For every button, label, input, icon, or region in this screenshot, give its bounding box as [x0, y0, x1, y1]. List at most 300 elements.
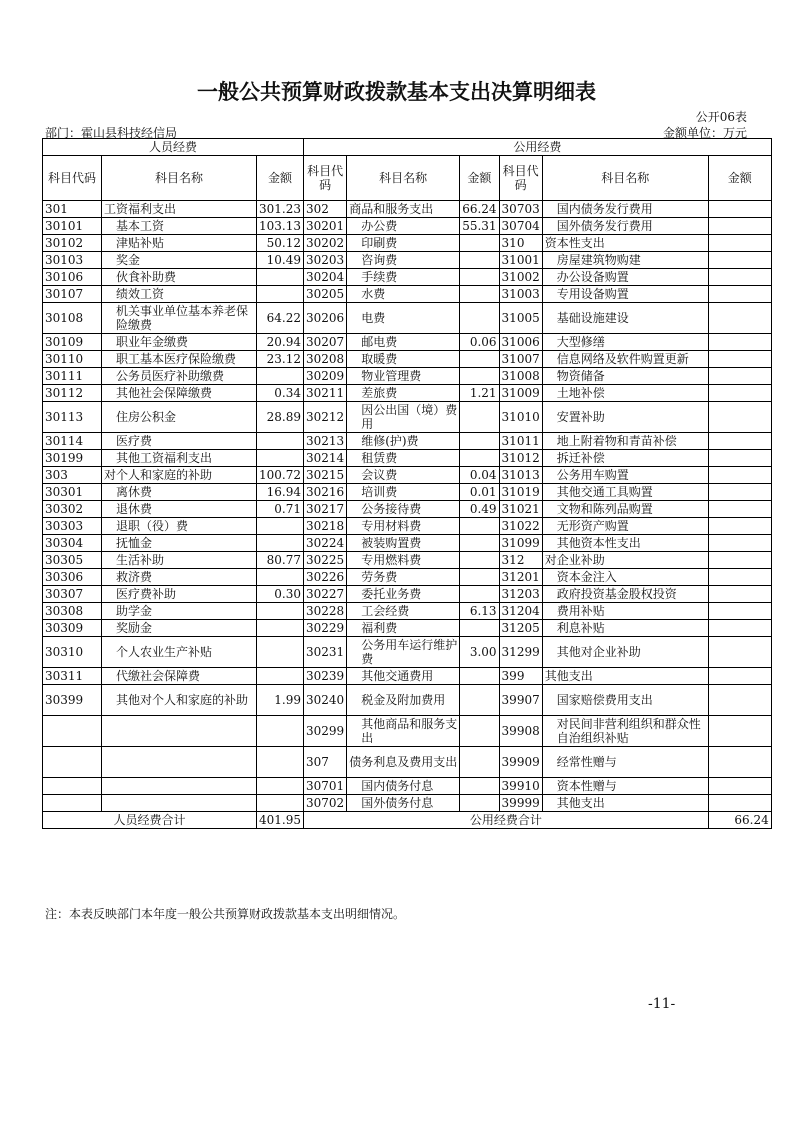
amount-cell	[708, 569, 771, 586]
table-row	[43, 467, 772, 484]
name-cell: 奖金	[102, 252, 257, 269]
amount-cell: 23.12	[257, 351, 304, 368]
code-cell: 30309	[43, 620, 102, 637]
code-cell: 30101	[43, 218, 102, 235]
amount-cell	[708, 286, 771, 303]
code-cell: 30204	[304, 269, 347, 286]
name-cell: 对企业补助	[542, 552, 708, 569]
amount-cell	[708, 201, 771, 218]
code-cell: 30103	[43, 252, 102, 269]
name-cell	[102, 795, 257, 812]
code-cell: 39910	[499, 778, 542, 795]
name-cell: 个人农业生产补贴	[102, 637, 257, 668]
code-cell: 30217	[304, 501, 347, 518]
amount-cell	[708, 351, 771, 368]
col-header-amount: 金额	[257, 156, 304, 201]
col-header-code: 科目代码	[43, 156, 102, 201]
amount-cell	[257, 269, 304, 286]
amount-cell	[708, 467, 771, 484]
amount-cell	[708, 795, 771, 812]
code-cell: 30208	[304, 351, 347, 368]
name-cell: 助学金	[102, 603, 257, 620]
name-cell: 公务员医疗补助缴费	[102, 368, 257, 385]
amount-cell	[708, 637, 771, 668]
amount-cell: 80.77	[257, 552, 304, 569]
public-group-header: 公用经费	[304, 139, 772, 156]
amount-cell: 0.06	[460, 334, 499, 351]
code-cell: 31005	[499, 303, 542, 334]
code-cell: 30213	[304, 433, 347, 450]
name-cell: 地上附着物和青苗补偿	[542, 433, 708, 450]
code-cell: 399	[499, 668, 542, 685]
name-cell: 离休费	[102, 484, 257, 501]
name-cell: 奖励金	[102, 620, 257, 637]
col-header-amount: 金额	[708, 156, 771, 201]
table-row	[43, 303, 772, 334]
name-cell: 生活补助	[102, 552, 257, 569]
name-cell: 国内债务付息	[347, 778, 460, 795]
name-cell: 政府投资基金股权投资	[542, 586, 708, 603]
name-cell: 国外债务发行费用	[542, 218, 708, 235]
code-cell: 30207	[304, 334, 347, 351]
amount-cell	[708, 484, 771, 501]
department-label: 部门：霍山县科技经信局	[45, 126, 178, 140]
amount-cell: 3.00	[460, 637, 499, 668]
code-cell: 30212	[304, 402, 347, 433]
code-cell: 30215	[304, 467, 347, 484]
name-cell: 公务用车运行维护费	[347, 637, 460, 668]
table-row	[43, 668, 772, 685]
code-cell: 30227	[304, 586, 347, 603]
name-cell: 物业管理费	[347, 368, 460, 385]
amount-cell: 64.22	[257, 303, 304, 334]
amount-cell	[460, 778, 499, 795]
code-cell: 31203	[499, 586, 542, 603]
code-cell: 30303	[43, 518, 102, 535]
table-row	[43, 620, 772, 637]
code-cell: 30224	[304, 535, 347, 552]
col-header-code: 科目代码	[304, 156, 347, 201]
code-cell: 30214	[304, 450, 347, 467]
amount-cell	[460, 552, 499, 569]
code-cell: 31010	[499, 402, 542, 433]
code-cell: 30203	[304, 252, 347, 269]
code-cell: 30202	[304, 235, 347, 252]
code-cell: 30308	[43, 603, 102, 620]
amount-cell: 0.49	[460, 501, 499, 518]
amount-cell	[257, 368, 304, 385]
code-cell: 30702	[304, 795, 347, 812]
name-cell	[102, 778, 257, 795]
name-cell: 国家赔偿费用支出	[542, 685, 708, 716]
name-cell: 工资福利支出	[102, 201, 257, 218]
amount-cell: 0.30	[257, 586, 304, 603]
amount-cell	[708, 586, 771, 603]
code-cell: 31006	[499, 334, 542, 351]
amount-cell	[257, 778, 304, 795]
name-cell: 住房公积金	[102, 402, 257, 433]
code-cell: 30703	[499, 201, 542, 218]
amount-cell	[460, 368, 499, 385]
code-cell: 30310	[43, 637, 102, 668]
amount-cell	[460, 747, 499, 778]
amount-cell	[460, 795, 499, 812]
code-cell: 30102	[43, 235, 102, 252]
code-cell: 30399	[43, 685, 102, 716]
table-row	[43, 747, 772, 778]
amount-cell	[708, 334, 771, 351]
name-cell: 差旅费	[347, 385, 460, 402]
name-cell: 手续费	[347, 269, 460, 286]
amount-cell	[460, 252, 499, 269]
amount-cell	[257, 795, 304, 812]
name-cell: 退休费	[102, 501, 257, 518]
amount-cell	[460, 269, 499, 286]
amount-cell	[708, 552, 771, 569]
table-row	[43, 402, 772, 433]
table-row	[43, 603, 772, 620]
code-cell: 31008	[499, 368, 542, 385]
name-cell: 福利费	[347, 620, 460, 637]
amount-cell	[708, 535, 771, 552]
name-cell: 代缴社会保障费	[102, 668, 257, 685]
table-row	[43, 351, 772, 368]
code-cell: 31003	[499, 286, 542, 303]
table-row	[43, 218, 772, 235]
table-row	[43, 778, 772, 795]
table-row	[43, 716, 772, 747]
amount-cell: 0.71	[257, 501, 304, 518]
code-cell: 30299	[304, 716, 347, 747]
amount-cell	[257, 747, 304, 778]
amount-cell	[460, 569, 499, 586]
expenditure-table	[42, 138, 772, 829]
amount-cell	[460, 286, 499, 303]
code-cell: 30225	[304, 552, 347, 569]
code-cell: 30240	[304, 685, 347, 716]
amount-cell	[257, 637, 304, 668]
table-row	[43, 450, 772, 467]
name-cell: 其他工资福利支出	[102, 450, 257, 467]
table-row	[43, 385, 772, 402]
name-cell: 公务接待费	[347, 501, 460, 518]
name-cell: 资本性支出	[542, 235, 708, 252]
code-cell: 301	[43, 201, 102, 218]
name-cell: 其他商品和服务支出	[347, 716, 460, 747]
code-cell: 31021	[499, 501, 542, 518]
amount-cell	[708, 303, 771, 334]
amount-cell	[460, 433, 499, 450]
amount-cell: 20.94	[257, 334, 304, 351]
name-cell: 被装购置费	[347, 535, 460, 552]
amount-cell	[460, 685, 499, 716]
amount-cell: 28.89	[257, 402, 304, 433]
code-cell: 30704	[499, 218, 542, 235]
name-cell: 大型修缮	[542, 334, 708, 351]
table-row	[43, 685, 772, 716]
amount-cell	[460, 518, 499, 535]
name-cell: 国外债务付息	[347, 795, 460, 812]
amount-cell	[708, 668, 771, 685]
code-cell: 30110	[43, 351, 102, 368]
name-cell: 其他交通费用	[347, 668, 460, 685]
col-header-name: 科目名称	[542, 156, 708, 201]
amount-cell	[460, 535, 499, 552]
name-cell: 安置补助	[542, 402, 708, 433]
name-cell: 邮电费	[347, 334, 460, 351]
code-cell: 30301	[43, 484, 102, 501]
name-cell: 债务利息及费用支出	[347, 747, 460, 778]
amount-cell	[257, 668, 304, 685]
code-cell: 31205	[499, 620, 542, 637]
name-cell: 培训费	[347, 484, 460, 501]
code-cell: 31299	[499, 637, 542, 668]
code-cell: 30201	[304, 218, 347, 235]
name-cell: 土地补偿	[542, 385, 708, 402]
col-header-name: 科目名称	[102, 156, 257, 201]
name-cell: 职业年金缴费	[102, 334, 257, 351]
code-cell: 30216	[304, 484, 347, 501]
page-number: -11-	[648, 996, 676, 1012]
code-cell: 30701	[304, 778, 347, 795]
code-cell: 30218	[304, 518, 347, 535]
personnel-total-value: 401.95	[257, 812, 304, 829]
public-total-label: 公用经费合计	[304, 812, 709, 829]
code-cell: 30211	[304, 385, 347, 402]
name-cell	[102, 747, 257, 778]
code-cell: 30239	[304, 668, 347, 685]
name-cell: 利息补贴	[542, 620, 708, 637]
name-cell: 其他社会保障缴费	[102, 385, 257, 402]
table-row	[43, 484, 772, 501]
name-cell: 绩效工资	[102, 286, 257, 303]
name-cell: 其他支出	[542, 795, 708, 812]
amount-cell	[257, 450, 304, 467]
name-cell: 对民间非营利组织和群众性自治组织补贴	[542, 716, 708, 747]
amount-cell: 10.49	[257, 252, 304, 269]
amount-cell: 0.01	[460, 484, 499, 501]
table-row	[43, 569, 772, 586]
code-cell: 30199	[43, 450, 102, 467]
code-cell: 310	[499, 235, 542, 252]
amount-cell	[708, 368, 771, 385]
amount-cell: 16.94	[257, 484, 304, 501]
table-row	[43, 286, 772, 303]
amount-cell	[708, 716, 771, 747]
name-cell: 抚恤金	[102, 535, 257, 552]
amount-cell	[460, 716, 499, 747]
name-cell: 其他对个人和家庭的补助	[102, 685, 257, 716]
amount-cell: 6.13	[460, 603, 499, 620]
code-cell: 30113	[43, 402, 102, 433]
code-cell: 30228	[304, 603, 347, 620]
table-row	[43, 252, 772, 269]
name-cell: 职工基本医疗保险缴费	[102, 351, 257, 368]
amount-cell	[460, 402, 499, 433]
name-cell: 基本工资	[102, 218, 257, 235]
table-row	[43, 501, 772, 518]
code-cell: 31009	[499, 385, 542, 402]
amount-cell	[708, 778, 771, 795]
code-cell: 30209	[304, 368, 347, 385]
name-cell: 劳务费	[347, 569, 460, 586]
table-row	[43, 433, 772, 450]
code-cell: 31201	[499, 569, 542, 586]
name-cell: 物资储备	[542, 368, 708, 385]
amount-cell	[257, 286, 304, 303]
amount-cell: 50.12	[257, 235, 304, 252]
name-cell: 电费	[347, 303, 460, 334]
code-cell: 312	[499, 552, 542, 569]
amount-cell	[257, 620, 304, 637]
name-cell: 资本性赠与	[542, 778, 708, 795]
code-cell: 30106	[43, 269, 102, 286]
name-cell: 办公设备购置	[542, 269, 708, 286]
code-cell: 30205	[304, 286, 347, 303]
public-total-value: 66.24	[708, 812, 771, 829]
amount-cell: 103.13	[257, 218, 304, 235]
name-cell: 文物和陈列品购置	[542, 501, 708, 518]
personnel-group-header: 人员经费	[43, 139, 304, 156]
code-cell: 31022	[499, 518, 542, 535]
amount-cell	[708, 385, 771, 402]
amount-cell	[460, 620, 499, 637]
code-cell: 30107	[43, 286, 102, 303]
code-cell: 30229	[304, 620, 347, 637]
name-cell: 基础设施建设	[542, 303, 708, 334]
code-cell: 30305	[43, 552, 102, 569]
code-cell: 30108	[43, 303, 102, 334]
name-cell: 救济费	[102, 569, 257, 586]
name-cell: 维修(护)费	[347, 433, 460, 450]
amount-cell	[708, 747, 771, 778]
page-title: 一般公共预算财政拨款基本支出决算明细表	[197, 80, 596, 104]
amount-cell	[708, 450, 771, 467]
amount-cell	[460, 668, 499, 685]
amount-cell: 100.72	[257, 467, 304, 484]
code-cell: 39907	[499, 685, 542, 716]
code-cell: 30302	[43, 501, 102, 518]
amount-cell	[708, 603, 771, 620]
name-cell: 水费	[347, 286, 460, 303]
code-cell: 31012	[499, 450, 542, 467]
unit-label: 金额单位：万元	[662, 126, 747, 140]
amount-cell: 301.23	[257, 201, 304, 218]
table-row	[43, 235, 772, 252]
amount-cell	[708, 269, 771, 286]
personnel-total-label: 人员经费合计	[43, 812, 257, 829]
name-cell: 因公出国（境）费用	[347, 402, 460, 433]
name-cell: 委托业务费	[347, 586, 460, 603]
name-cell: 专用材料费	[347, 518, 460, 535]
name-cell: 会议费	[347, 467, 460, 484]
amount-cell	[257, 603, 304, 620]
col-header-code: 科目代码	[499, 156, 542, 201]
name-cell: 其他对企业补助	[542, 637, 708, 668]
amount-cell: 0.04	[460, 467, 499, 484]
name-cell: 办公费	[347, 218, 460, 235]
name-cell: 商品和服务支出	[347, 201, 460, 218]
code-cell: 39908	[499, 716, 542, 747]
code-cell: 39909	[499, 747, 542, 778]
amount-cell	[708, 433, 771, 450]
name-cell: 咨询费	[347, 252, 460, 269]
name-cell: 无形资产购置	[542, 518, 708, 535]
table-row	[43, 637, 772, 668]
name-cell: 取暖费	[347, 351, 460, 368]
code-cell: 31011	[499, 433, 542, 450]
code-cell: 307	[304, 747, 347, 778]
amount-cell	[708, 252, 771, 269]
col-header-name: 科目名称	[347, 156, 460, 201]
table-row	[43, 586, 772, 603]
code-cell: 30307	[43, 586, 102, 603]
code-cell: 30226	[304, 569, 347, 586]
amount-cell	[708, 235, 771, 252]
name-cell: 医疗费补助	[102, 586, 257, 603]
name-cell: 税金及附加费用	[347, 685, 460, 716]
footnote: 注：本表反映部门本年度一般公共预算财政拨款基本支出明细情况。	[45, 907, 406, 921]
name-cell: 其他资本性支出	[542, 535, 708, 552]
name-cell	[102, 716, 257, 747]
code-cell: 30306	[43, 569, 102, 586]
code-cell: 303	[43, 467, 102, 484]
code-cell: 31007	[499, 351, 542, 368]
amount-cell: 1.99	[257, 685, 304, 716]
name-cell: 伙食补助费	[102, 269, 257, 286]
name-cell: 其他支出	[542, 668, 708, 685]
name-cell: 医疗费	[102, 433, 257, 450]
code-cell: 30206	[304, 303, 347, 334]
code-cell: 31099	[499, 535, 542, 552]
amount-cell: 66.24	[460, 201, 499, 218]
amount-cell	[460, 450, 499, 467]
table-row	[43, 552, 772, 569]
amount-cell	[257, 569, 304, 586]
amount-cell	[708, 620, 771, 637]
amount-cell	[257, 716, 304, 747]
name-cell: 机关事业单位基本养老保险缴费	[102, 303, 257, 334]
amount-cell	[708, 501, 771, 518]
amount-cell: 1.21	[460, 385, 499, 402]
name-cell: 专用燃料费	[347, 552, 460, 569]
table-row	[43, 518, 772, 535]
code-cell: 30114	[43, 433, 102, 450]
code-cell: 30231	[304, 637, 347, 668]
table-row	[43, 269, 772, 286]
table-number: 公开06表	[695, 110, 747, 124]
table-row	[43, 795, 772, 812]
name-cell: 其他交通工具购置	[542, 484, 708, 501]
amount-cell	[460, 351, 499, 368]
name-cell: 信息网络及软件购置更新	[542, 351, 708, 368]
amount-cell: 0.34	[257, 385, 304, 402]
name-cell: 房屋建筑物购建	[542, 252, 708, 269]
name-cell: 国内债务发行费用	[542, 201, 708, 218]
name-cell: 拆迁补偿	[542, 450, 708, 467]
amount-cell	[708, 518, 771, 535]
table-row	[43, 368, 772, 385]
code-cell: 39999	[499, 795, 542, 812]
code-cell: 302	[304, 201, 347, 218]
name-cell: 租赁费	[347, 450, 460, 467]
table-row	[43, 535, 772, 552]
name-cell: 资本金注入	[542, 569, 708, 586]
name-cell: 印刷费	[347, 235, 460, 252]
code-cell: 31013	[499, 467, 542, 484]
code-cell	[43, 778, 102, 795]
code-cell: 30111	[43, 368, 102, 385]
